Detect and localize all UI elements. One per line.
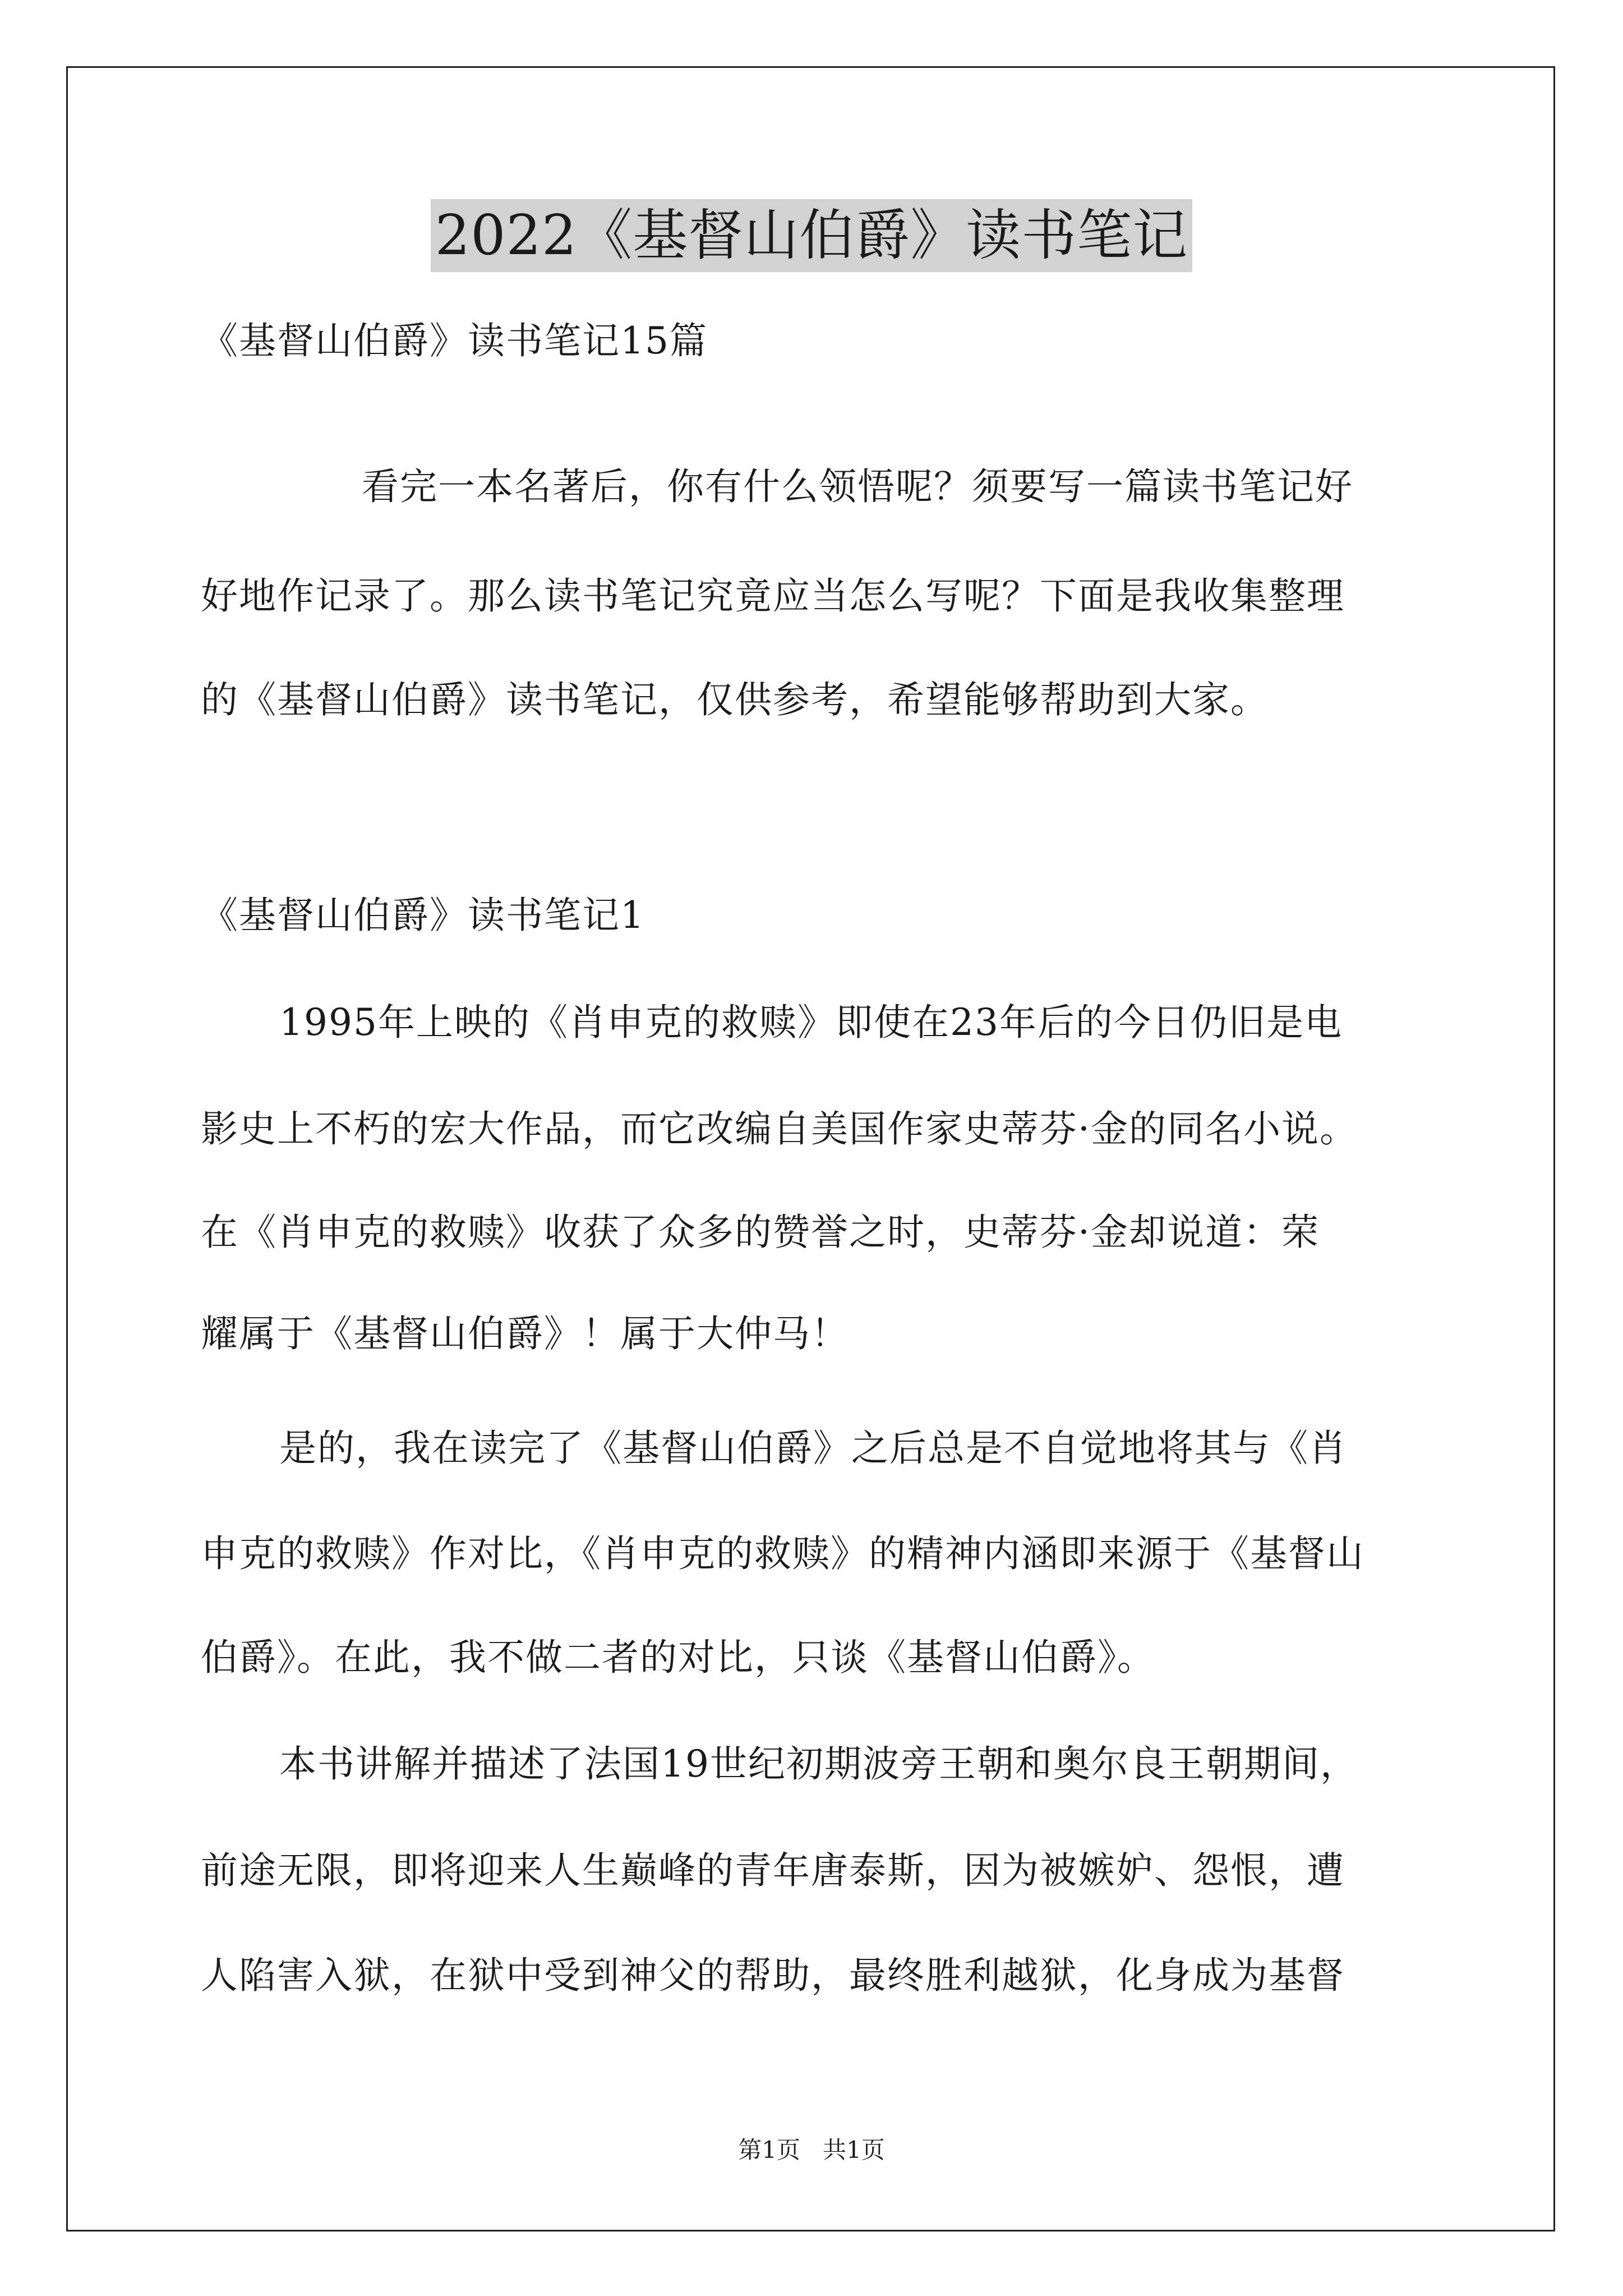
title-container [0, 199, 1623, 272]
para2-line-1: 是的，我在读完了《基督山伯爵》之后总是不自觉地将其与《肖 [279, 1427, 1347, 1470]
para1-line-4: 耀属于《基督山伯爵》！属于大仲马！ [201, 1312, 849, 1355]
intro-line-1: 看完一本名著后，你有什么领悟呢？须要写一篇读书笔记好 [362, 465, 1353, 508]
document-subtitle: 《基督山伯爵》读书笔记15篇 [201, 319, 708, 362]
page-number-total: 共1页 [823, 2136, 885, 2164]
document-title: 2022《基督山伯爵》读书笔记 [431, 199, 1192, 272]
para1-line-3: 在《肖申克的救赎》收获了众多的赞誉之时，史蒂芬·金却说道：荣 [201, 1211, 1320, 1254]
para3-line-3: 人陷害入狱，在狱中受到神父的帮助，最终胜利越狱，化身成为基督 [201, 1954, 1345, 1997]
para3-line-2: 前途无限，即将迎来人生巅峰的青年唐泰斯，因为被嫉妒、怨恨，遭 [201, 1849, 1345, 1892]
intro-line-3: 的《基督山伯爵》读书笔记，仅供参考，希望能够帮助到大家。 [201, 678, 1269, 721]
section-heading: 《基督山伯爵》读书笔记1 [201, 894, 645, 937]
para1-line-2: 影史上不朽的宏大作品，而它改编自美国作家史蒂芬·金的同名小说。 [201, 1107, 1358, 1151]
intro-line-2: 好地作记录了。那么读书笔记究竟应当怎么写呢？下面是我收集整理 [201, 574, 1345, 618]
footer-spacer [800, 2136, 823, 2164]
para2-line-3: 伯爵》。在此，我不做二者的对比，只谈《基督山伯爵》。 [201, 1636, 1155, 1679]
page-footer [0, 2134, 1623, 2166]
para2-line-2: 申克的救赎》作对比，《肖申克的救赎》的精神内涵即来源于《基督山 [201, 1532, 1364, 1575]
page-number-current: 第1页 [738, 2136, 800, 2164]
para3-line-1: 本书讲解并描述了法国19世纪初期波旁王朝和奥尔良王朝期间， [279, 1742, 1358, 1786]
para1-line-1: 1995年上映的《肖申克的救赎》即使在23年后的今日仍旧是电 [279, 1001, 1343, 1044]
